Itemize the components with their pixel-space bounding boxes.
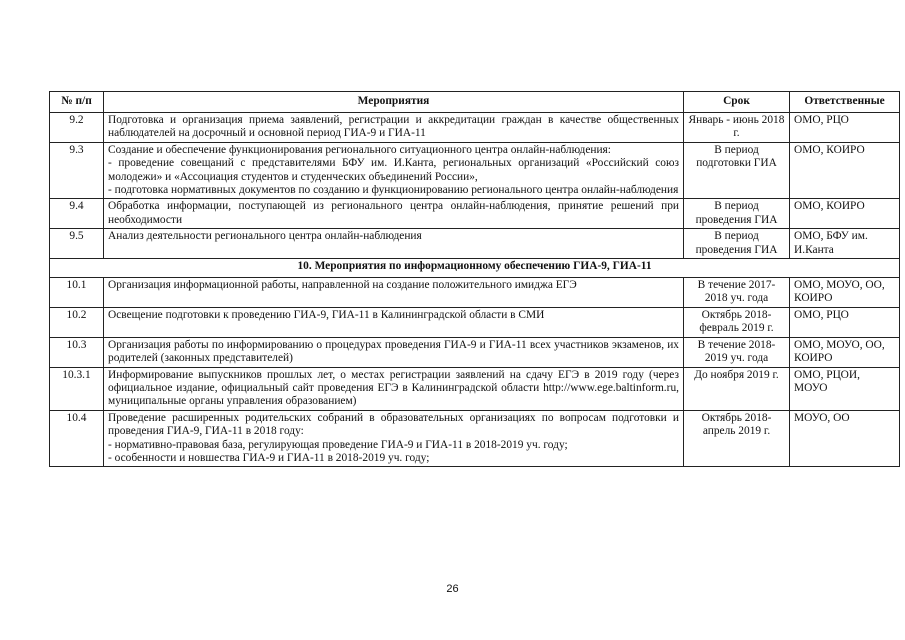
table-row [50,307,900,337]
activity-line: Создание и обеспечение функционирования регионального ситуационного центра онлайн-наблюдения: [108,143,611,156]
row-number: 10.2 [50,307,104,337]
activity-line: - особенности и новшества ГИА-9 и ГИА-11 в 2018-2019 уч. году; [108,451,430,464]
row-number: 10.4 [50,410,104,467]
row-number: 9.5 [50,229,104,259]
row-activity [104,229,684,259]
activity-line: Проведение расширенных родительских собраний в образовательных организациях по вопросам подготовки и проведения ГИА-9, ГИА-11 в 2018 году: [108,411,679,438]
activity-line: - проведение совещаний с представителями БФУ им. И.Канта, региональных организаций «Российский союз молодежи» и «Ассоциация студентов и студенческих объединений России», [108,157,679,183]
activity-line: Подготовка и организация приема заявлений, регистрации и аккредитации граждан в качестве общественных наблюдателей на досрочный и основной период ГИА-9 и ГИА-11 [108,114,679,140]
row-number: 9.4 [50,199,104,229]
row-term: Октябрь 2018-апрель 2019 г. [684,410,790,467]
row-term: До ноября 2019 г. [684,367,790,410]
activity-line: Обработка информации, поступающей из регионального центра онлайн-наблюдения, принятие решений при необходимости [108,200,679,226]
activity-line: Организация информационной работы, направленной на создание положительного имиджа ЕГЭ [108,279,577,292]
row-activity [104,367,684,410]
activity-line: - подготовка нормативных документов по созданию и функционированию регионального центра онлайн-наблюдения [108,184,679,197]
table-row [50,199,900,229]
row-activity [104,337,684,367]
table-row [50,142,900,199]
row-number: 10.1 [50,278,104,308]
row-number: 10.3 [50,337,104,367]
row-term: В период проведения ГИА [684,199,790,229]
row-number: 10.3.1 [50,367,104,410]
section-title: 10. Мероприятия по информационному обеспечению ГИА-9, ГИА-11 [50,259,900,278]
section-row [50,259,900,278]
row-activity [104,278,684,308]
page-number: 26 [446,583,459,595]
row-number: 9.2 [50,113,104,143]
row-term: В течение 2018-2019 уч. года [684,337,790,367]
plan-table [49,91,900,467]
table-row [50,229,900,259]
row-responsible: ОМО, КОИРО [790,199,900,229]
activity-line: Информирование выпускников прошлых лет, о местах регистрации заявлений на сдачу ЕГЭ в 2019 году (через официальное издание, официальный сайт проведения ЕГЭ в Калининградской области http://www.ege.baltinform.ru, муниципальные органы управления образованием) [108,368,679,408]
activity-line: Организация работы по информированию о процедурах проведения ГИА-9 и ГИА-11 всех участников экзаменов, их родителей (законных представителей) [108,338,679,365]
row-responsible: МОУО, ОО [790,410,900,467]
row-term: В течение 2017-2018 уч. года [684,278,790,308]
table-row [50,367,900,410]
header-number: № п/п [50,92,104,113]
row-activity [104,113,684,143]
table-row [50,337,900,367]
row-responsible: ОМО, РЦОИ, МОУО [790,367,900,410]
row-responsible: ОМО, МОУО, ОО, КОИРО [790,337,900,367]
header-activity: Мероприятия [104,92,684,113]
table-header-row [50,92,900,113]
row-number: 9.3 [50,142,104,199]
row-responsible: ОМО, БФУ им. И.Канта [790,229,900,259]
header-term: Срок [684,92,790,113]
row-activity [104,142,684,199]
row-responsible: ОМО, МОУО, ОО, КОИРО [790,278,900,308]
row-responsible: ОМО, РЦО [790,307,900,337]
row-activity [104,307,684,337]
table-row [50,410,900,467]
activity-line: - нормативно-правовая база, регулирующая проведение ГИА-9 и ГИА-11 в 2018-2019 уч. году; [108,438,568,451]
table-row [50,113,900,143]
row-responsible: ОМО, РЦО [790,113,900,143]
row-term: Октябрь 2018-февраль 2019 г. [684,307,790,337]
row-term: В период проведения ГИА [684,229,790,259]
plan-table-body [50,113,900,467]
row-activity [104,410,684,467]
row-term: Январь - июнь 2018 г. [684,113,790,143]
row-term: В период подготовки ГИА [684,142,790,199]
row-activity [104,199,684,229]
row-responsible: ОМО, КОИРО [790,142,900,199]
header-responsible: Ответственные [790,92,900,113]
activity-line: Анализ деятельности регионального центра онлайн-наблюдения [108,230,422,243]
table-row [50,278,900,308]
activity-line: Освещение подготовки к проведению ГИА-9, ГИА-11 в Калининградской области в СМИ [108,308,545,321]
